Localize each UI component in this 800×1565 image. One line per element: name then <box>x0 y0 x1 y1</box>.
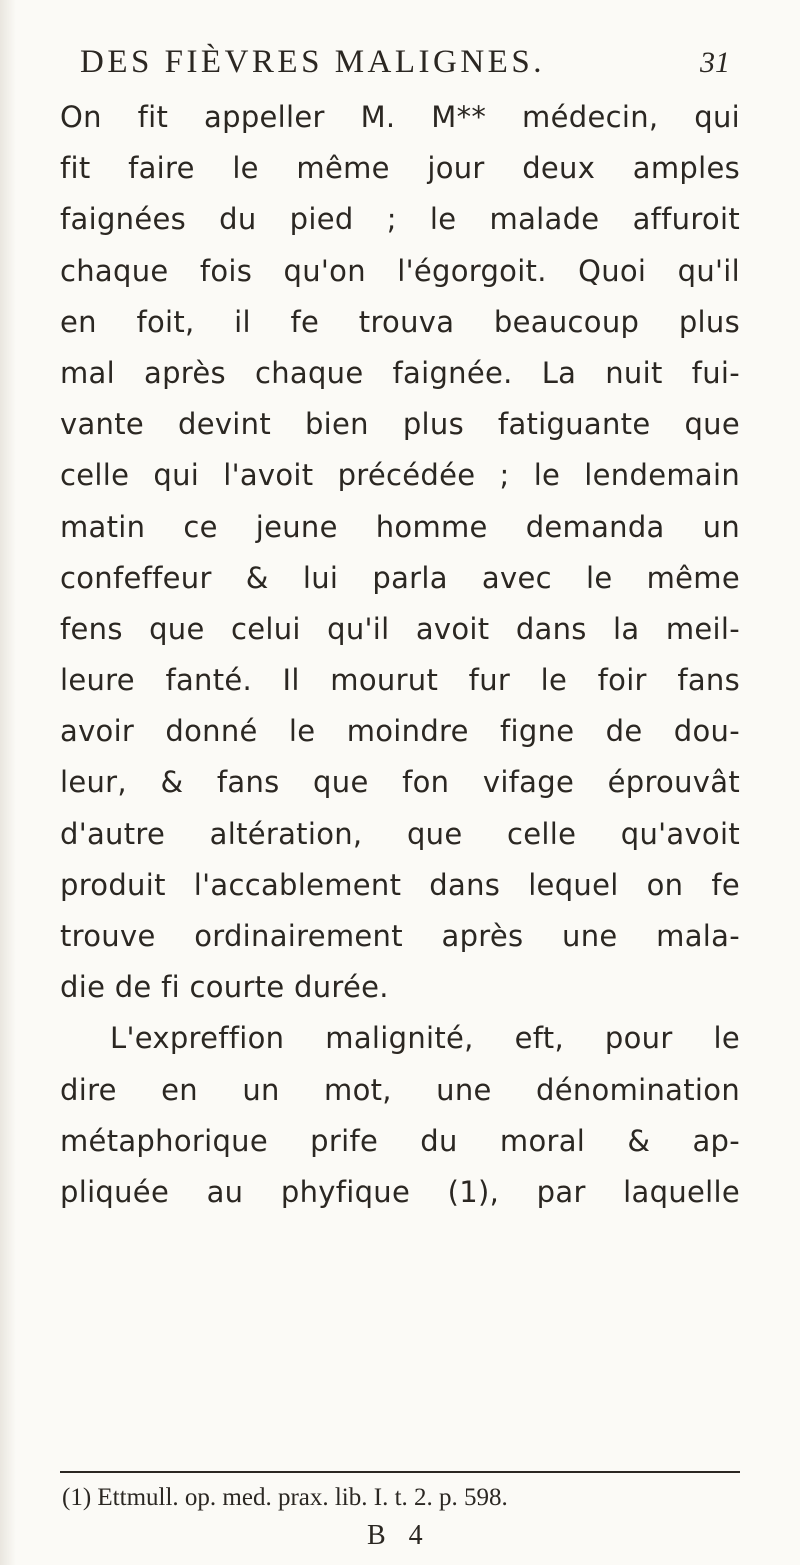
text-line: en foit, il fe trouva beaucoup plus <box>60 304 740 339</box>
text-line: trouve ordinairement après une mala- <box>60 919 740 953</box>
text-line: chaque fois qu'on l'égorgoit. Quoi qu'il <box>60 253 740 288</box>
text-line: die de fi courte durée. <box>60 970 389 1005</box>
text-line: confeffeur & lui parla avec le même <box>60 560 740 595</box>
text-line: fit faire le même jour deux amples <box>60 151 740 186</box>
text-line: fens que celui qu'il avoit dans la meil- <box>60 611 740 646</box>
page-header <box>80 44 730 94</box>
text-line: leur, & fans que fon vifage éprouvât <box>60 765 740 800</box>
text-line: faignées du pied ; le malade affuroit <box>60 202 740 237</box>
text-line: leure fanté. Il mourut fur le foir fans <box>60 663 740 698</box>
body-text <box>60 92 740 1218</box>
text-line: vante devint bien plus fatiguante que <box>60 407 740 442</box>
text-line: dire en un mot, une dénomination <box>60 1072 740 1107</box>
running-head: DES FIÈVRES MALIGNES. <box>80 44 545 80</box>
text-line: matin ce jeune homme demanda un <box>60 509 740 544</box>
text-line: avoir donné le moindre figne de dou- <box>60 714 740 749</box>
text-line: L'expreffion malignité, eft, pour le <box>110 1021 740 1056</box>
page-number: 31 <box>700 46 730 79</box>
page-gutter-shadow <box>0 0 16 1565</box>
text-line: celle qui l'avoit précédée ; le lendemain <box>60 458 740 493</box>
text-line: d'autre altération, que celle qu'avoit <box>60 816 740 851</box>
text-line: mal après chaque faignée. La nuit fui- <box>60 355 740 390</box>
text-line: pliquée au phyfique (1), par laquelle <box>60 1174 740 1209</box>
text-line: produit l'accablement dans lequel on fe <box>60 867 740 902</box>
footnote: (1) Ettmull. op. med. prax. lib. I. t. 2. p. 598. <box>62 1484 508 1511</box>
text-line: métaphorique prife du moral & ap- <box>60 1123 740 1158</box>
text-line: On fit appeller M. M** médecin, qui <box>60 100 740 134</box>
footnote-divider <box>60 1471 740 1473</box>
signature-mark: B 4 <box>367 1520 431 1551</box>
